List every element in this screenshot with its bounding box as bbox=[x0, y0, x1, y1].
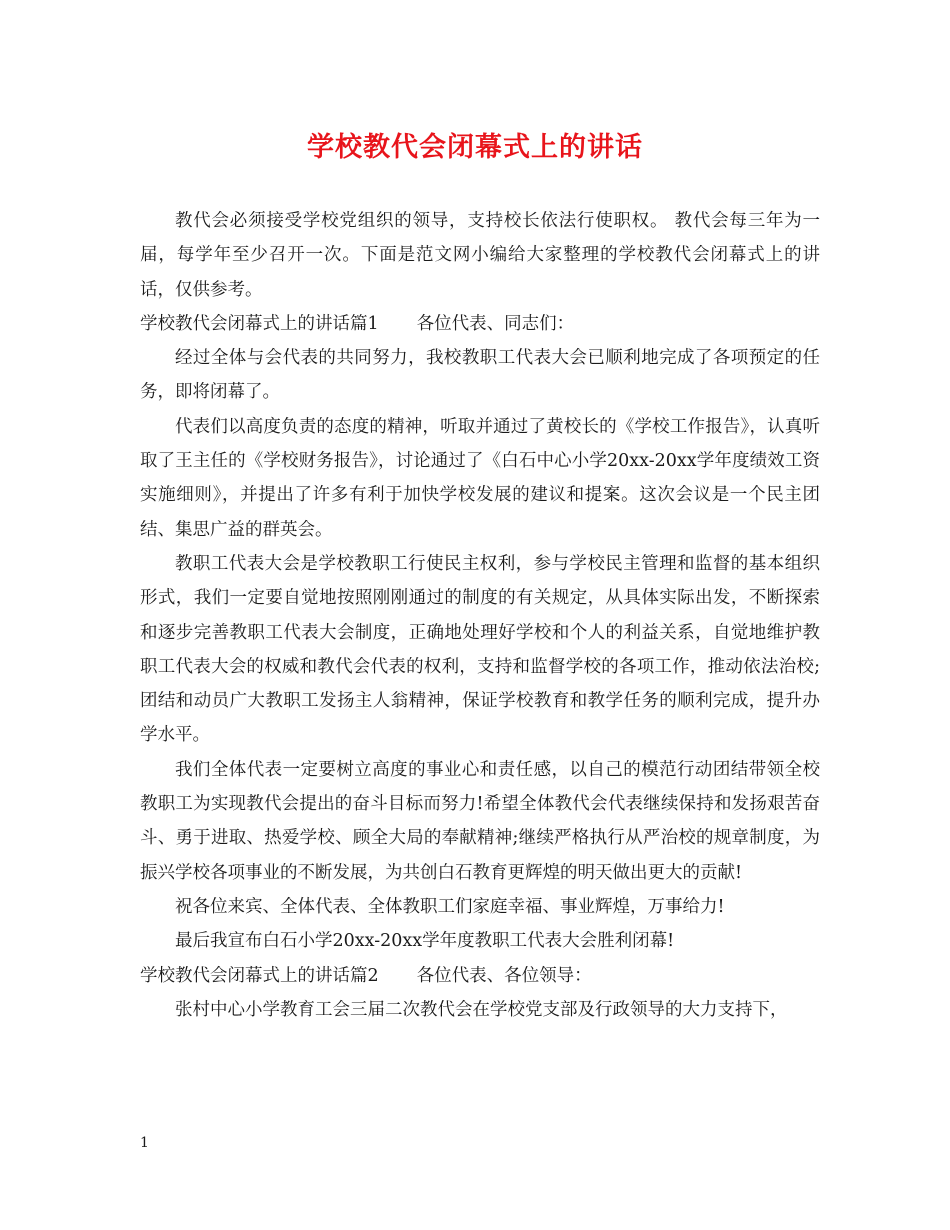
section-2-paragraph: 张村中心小学教育工会三届二次教代会在学校党支部及行政领导的大力支持下， bbox=[175, 999, 788, 1020]
section-1-paragraph: 最后我宣布白石小学20xx-20xx学年度教职工代表大会胜利闭幕! bbox=[175, 931, 675, 952]
intro-paragraph: 教代会必须接受学校党组织的领导，支持校长依法行使职权。 教代会每三年为一届，每学年至少召开一次。下面是范文网小编给大家整理的学校教代会闭幕式上的讲话，仅供参考。 bbox=[140, 211, 820, 300]
section-1-paragraph: 我们全体代表一定要树立高度的事业心和责任感，以自己的模范行动团结带领全校教职工为实现教代会提出的奋斗目标而努力!希望全体教代会代表继续保持和发扬艰苦奋斗、勇于进取、热爱学校、顾全大局的奉献精神;继续严格执行从严治校的规章制度，为振兴学校各项事业的不断发展，为共创白石教育更辉煌的明天做出更大的贡献! bbox=[140, 759, 820, 883]
section-2-heading: 学校教代会闭幕式上的讲话篇2 bbox=[140, 965, 379, 986]
section-2-heading-line bbox=[140, 959, 820, 993]
section-1-paragraph: 教职工代表大会是学校教职工行使民主权利，参与学校民主管理和监督的基本组织形式，我们一定要自觉地按照刚刚通过的制度的有关规定，从具体实际出发，不断探索和逐步完善教职工代表大会制度，正确地处理好学校和个人的利益关系，自觉地维护教职工代表大会的权威和教代会代表的权利，支持和监督学校的各项工作，推动依法治校;团结和动员广大教职工发扬主人翁精神，保证学校教育和教学任务的顺利完成，提升办学水平。 bbox=[140, 553, 820, 746]
section-1-heading-line bbox=[140, 307, 820, 341]
section-1-salutation: 各位代表、同志们： bbox=[416, 313, 575, 334]
page-number: 1 bbox=[140, 1135, 149, 1151]
section-1-paragraph: 祝各位来宾、全体代表、全体教职工们家庭幸福、事业辉煌，万事给力! bbox=[175, 896, 725, 917]
section-2-salutation: 各位代表、各位领导： bbox=[416, 965, 592, 986]
document-title: 学校教代会闭幕式上的讲话 bbox=[307, 132, 643, 163]
section-1-paragraph: 经过全体与会代表的共同努力，我校教职工代表大会已顺利地完成了各项预定的任务，即将闭幕了。 bbox=[140, 348, 820, 403]
document-body bbox=[140, 204, 820, 1027]
section-1-heading: 学校教代会闭幕式上的讲话篇1 bbox=[140, 313, 379, 334]
section-1-paragraph: 代表们以高度负责的态度的精神，听取并通过了黄校长的《学校工作报告》，认真听取了王主任的《学校财务报告》，讨论通过了《白石中心小学20xx-20xx学年度绩效工资实施细则》，并提出了许多有利于加快学校发展的建议和提案。这次会议是一个民主团结、集思广益的群英会。 bbox=[140, 416, 820, 540]
